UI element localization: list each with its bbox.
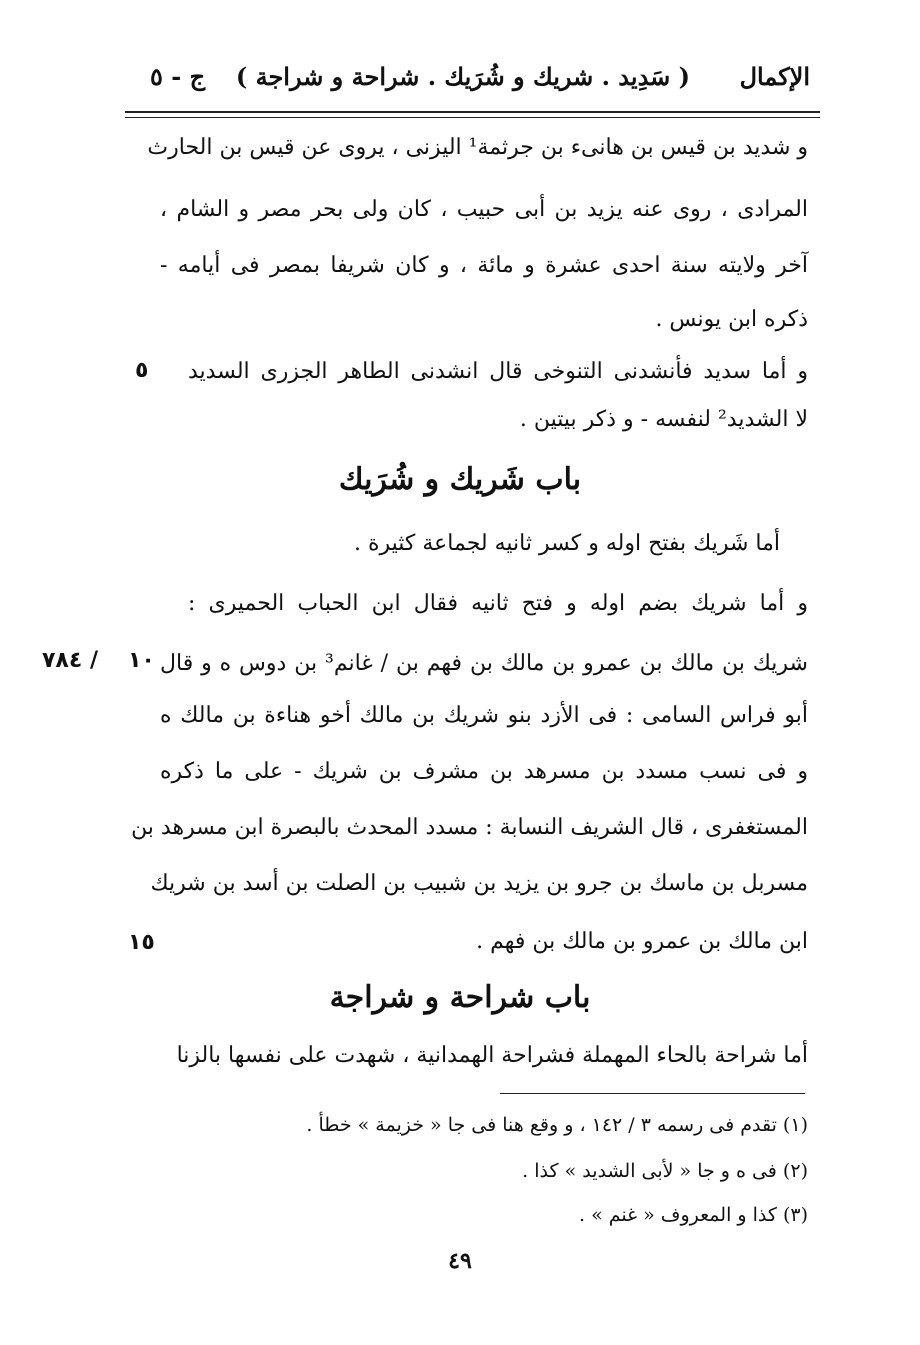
text-line: مسربل بن ماسك بن جرو بن يزيد بن شبيب بن الصلت بن أسد بن شريك: [150, 871, 808, 896]
footnote: (١) تقدم فى رسمه ٣ / ١٤٢ ، و وقع هنا فى جا « خزيمة » خطأ .: [306, 1114, 808, 1136]
header-volume: ج - ٥: [150, 62, 206, 91]
header-chapter-topics: ( سَدِيد . شريك و شُرَيك . شراحة و شراجة ): [235, 62, 690, 91]
margin-line-number: ٥: [135, 358, 149, 383]
header-rule-thick: [125, 111, 820, 113]
text-line: أما شَريك بفتح اوله و كسر ثانيه لجماعة كثيرة .: [353, 531, 780, 556]
text-line: أبو فراس السامى : فى الأزد بنو شريك بن مالك أخو هناءة بن مالك ه: [160, 703, 808, 728]
text-line: أما شراحة بالحاء المهملة فشراحة الهمدانية ، شهدت على نفسها بالزنا: [176, 1043, 808, 1068]
text-line: المرادى ، روى عنه يزيد بن أبى حبيب ، كان ولى بحر مصر و الشام ،: [160, 197, 808, 222]
text-line: و أما شريك بضم اوله و فتح ثانيه فقال ابن الحباب الحميرى :: [188, 591, 808, 616]
text-line: المستغفرى ، قال الشريف النسابة : مسدد المحدث بالبصرة ابن مسرهد بن: [131, 815, 808, 840]
margin-line-number: ١٥: [128, 930, 155, 955]
text-line: و أما سديد فأنشدنى التنوخى قال انشدنى الطاهر الجزرى السديد: [188, 359, 808, 384]
header-rule-thin: [125, 117, 820, 118]
text-line: و فى نسب مسدد بن مسرهد بن مشرف بن شريك - على ما ذكره: [160, 759, 808, 784]
text-line: آخر ولايته سنة احدى عشرة و مائة ، و كان شريفا بمصر فى أيامه -: [160, 253, 808, 278]
margin-line-number: ١٠: [128, 648, 155, 673]
text-line: شريك بن مالك بن عمرو بن مالك بن فهم بن / غانم³ بن دوس ه و قال: [160, 651, 808, 676]
text-line: ذكره ابن يونس .: [655, 307, 808, 332]
text-line: ابن مالك بن عمرو بن مالك بن فهم .: [476, 929, 808, 954]
section-heading: باب شراحة و شراجة: [329, 980, 591, 1015]
header-book-title: الإكمال: [739, 62, 810, 91]
text-line: و شديد بن قيس بن هانىء بن جرثمة¹ اليزنى ، يروى عن قيس بن الحارث: [147, 135, 808, 160]
section-heading: باب شَريك و شُرَيك: [338, 462, 582, 497]
footnote: (٣) كذا و المعروف « غنم » .: [579, 1204, 808, 1226]
margin-page-reference: ٧٨٤ /: [42, 648, 98, 673]
text-line: لا الشديد² لنفسه - و ذكر بيتين .: [519, 407, 808, 432]
page-number: ٤٩: [448, 1248, 472, 1274]
running-header: [150, 62, 810, 102]
footnote: (٢) فى ه و جا « لأبى الشديد » كذا .: [522, 1160, 808, 1182]
footnote-rule: [500, 1093, 805, 1094]
